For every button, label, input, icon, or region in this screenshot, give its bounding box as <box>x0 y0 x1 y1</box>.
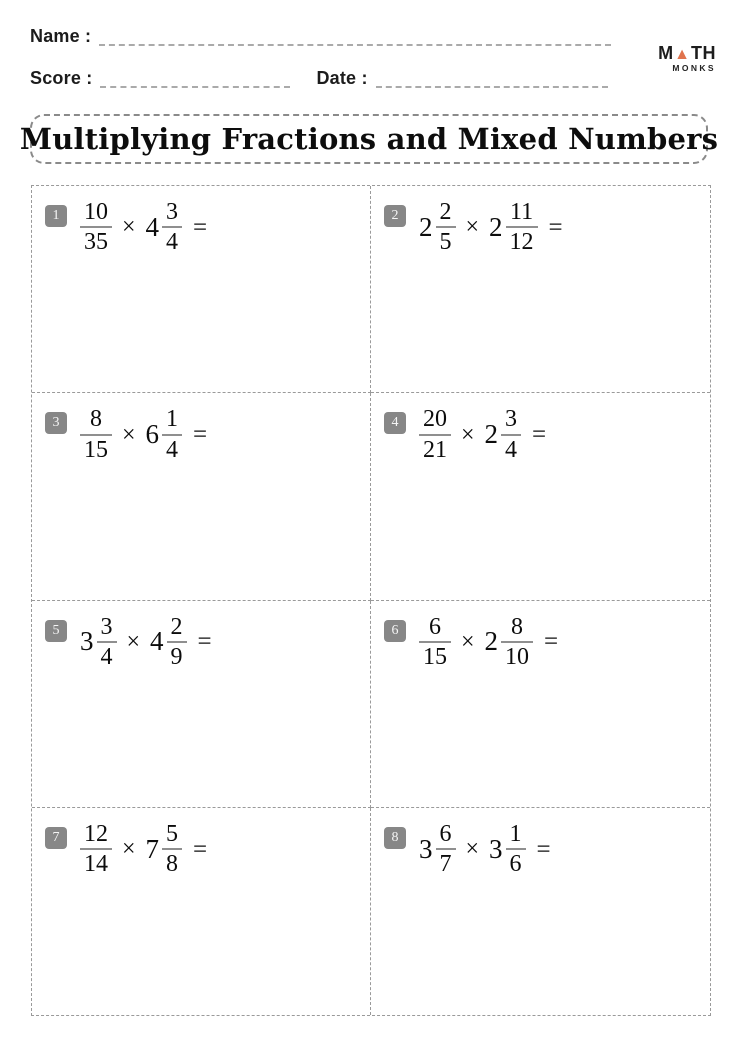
fraction-bar <box>419 434 451 436</box>
fraction-denominator: 7 <box>439 851 452 878</box>
mixed-whole: 6 <box>145 419 160 450</box>
fraction-bar <box>436 226 456 228</box>
multiply-sign: × <box>461 421 475 448</box>
logo-subtext: MONKS <box>672 63 716 73</box>
multiply-sign: × <box>122 836 136 863</box>
problem-expression <box>80 615 212 670</box>
mixed-whole: 2 <box>484 626 499 657</box>
mixed-whole: 7 <box>145 833 160 864</box>
fraction-denominator: 5 <box>439 229 452 256</box>
logo-triangle-icon: ▲ <box>674 46 691 63</box>
fraction-numerator: 10 <box>84 199 108 225</box>
problem-cell-8 <box>371 808 710 1015</box>
fraction-bar <box>80 226 112 228</box>
mixed-whole: 3 <box>419 833 433 864</box>
fraction-denominator: 4 <box>166 229 179 256</box>
fraction-bar <box>97 641 117 643</box>
fraction-bar <box>501 641 533 643</box>
fraction-numerator: 6 <box>429 613 441 640</box>
fraction <box>506 200 538 255</box>
problem-number-badge: 4 <box>384 412 406 434</box>
problem-expression <box>419 615 558 670</box>
fraction-numerator: 12 <box>84 820 108 847</box>
fraction-bar <box>80 848 112 850</box>
fraction <box>436 200 456 255</box>
problem-number-badge: 5 <box>45 620 67 642</box>
worksheet-title-box <box>19 114 719 164</box>
equals-sign: = <box>193 421 208 449</box>
fraction <box>162 407 182 462</box>
page-title: Multiplying Fractions and Mixed Numbers <box>19 122 719 156</box>
equals-sign: = <box>193 835 208 863</box>
problem-cell-5 <box>32 601 371 808</box>
fraction-denominator: 35 <box>84 229 108 256</box>
equals-sign: = <box>193 213 208 241</box>
fraction-bar <box>162 434 182 436</box>
logo-letter-m: M <box>658 43 674 63</box>
fraction-numerator: 2 <box>439 199 452 225</box>
fraction <box>419 407 451 462</box>
fraction-denominator: 6 <box>509 851 522 878</box>
fraction <box>97 615 117 670</box>
fraction-numerator: 3 <box>505 406 518 433</box>
fraction-numerator: 1 <box>166 406 179 433</box>
name-write-line <box>99 40 611 46</box>
fraction-denominator: 21 <box>423 436 447 463</box>
fraction-bar <box>506 226 538 228</box>
fraction-numerator: 8 <box>90 406 102 433</box>
fraction <box>167 615 187 670</box>
multiply-sign: × <box>126 628 141 655</box>
multiply-sign: × <box>461 628 475 655</box>
fraction <box>501 407 521 462</box>
fraction-bar <box>80 434 112 436</box>
logo-wordmark <box>658 44 716 63</box>
fraction-denominator: 15 <box>423 643 447 670</box>
mixed-whole: 4 <box>145 211 160 242</box>
problem-expression <box>80 822 207 877</box>
fraction-numerator: 2 <box>170 613 183 640</box>
mixed-whole: 2 <box>489 211 503 242</box>
problem-number-badge: 2 <box>384 205 406 227</box>
mixed-whole: 3 <box>80 626 94 657</box>
mixed-whole: 4 <box>150 626 164 657</box>
equals-sign: = <box>532 421 547 449</box>
fraction <box>419 615 451 670</box>
fraction-numerator: 3 <box>166 199 179 225</box>
equals-sign: = <box>536 835 551 863</box>
fraction-denominator: 15 <box>84 436 108 463</box>
fraction-denominator: 10 <box>505 643 530 670</box>
date-label: Date : <box>316 68 368 88</box>
fraction <box>162 822 182 877</box>
fraction <box>436 822 456 877</box>
fraction-bar <box>501 434 521 436</box>
score-date-row <box>30 68 608 89</box>
multiply-sign: × <box>122 214 136 241</box>
fraction-numerator: 1 <box>509 820 522 847</box>
equals-sign: = <box>197 628 212 656</box>
fraction-bar <box>162 848 182 850</box>
problems-grid <box>31 185 711 1016</box>
problem-cell-2 <box>371 186 710 393</box>
mixed-whole: 3 <box>489 833 503 864</box>
fraction <box>80 200 112 255</box>
fraction-denominator: 14 <box>84 851 108 878</box>
problem-expression <box>419 407 546 462</box>
fraction-denominator: 4 <box>166 436 179 463</box>
equals-sign: = <box>548 213 563 241</box>
fraction-denominator: 9 <box>170 643 183 670</box>
problem-expression <box>80 200 207 255</box>
fraction-numerator: 8 <box>511 613 524 640</box>
problem-cell-3 <box>32 393 371 600</box>
problem-cell-4 <box>371 393 710 600</box>
problem-number-badge: 1 <box>45 205 67 227</box>
fraction-numerator: 5 <box>166 820 179 847</box>
fraction-numerator: 3 <box>100 613 113 640</box>
fraction-numerator: 20 <box>423 406 447 433</box>
fraction <box>80 407 112 462</box>
fraction-denominator: 8 <box>166 851 179 878</box>
fraction <box>501 615 533 670</box>
fraction-denominator: 4 <box>505 436 518 463</box>
fraction-bar <box>162 226 182 228</box>
fraction-bar <box>436 848 456 850</box>
fraction-bar <box>167 641 187 643</box>
problem-number-badge: 6 <box>384 620 406 642</box>
name-field-row <box>30 26 611 47</box>
multiply-sign: × <box>465 214 480 241</box>
math-monks-logo <box>658 44 716 73</box>
fraction-numerator: 11 <box>509 199 534 225</box>
fraction <box>506 822 526 877</box>
name-label: Name : <box>30 26 92 46</box>
date-write-line <box>376 82 608 88</box>
problem-cell-7 <box>32 808 371 1015</box>
fraction-denominator: 12 <box>509 229 534 256</box>
problem-expression <box>419 822 551 877</box>
problem-expression <box>419 200 563 255</box>
fraction-numerator: 6 <box>439 820 452 847</box>
problem-number-badge: 8 <box>384 827 406 849</box>
fraction <box>162 200 182 255</box>
mixed-whole: 2 <box>419 211 433 242</box>
mixed-whole: 2 <box>484 419 499 450</box>
problem-number-badge: 3 <box>45 412 67 434</box>
fraction-bar <box>419 641 451 643</box>
problem-cell-1 <box>32 186 371 393</box>
fraction-bar <box>506 848 526 850</box>
score-write-line <box>100 82 290 88</box>
multiply-sign: × <box>122 421 136 448</box>
problem-number-badge: 7 <box>45 827 67 849</box>
score-label: Score : <box>30 68 93 88</box>
problem-cell-6 <box>371 601 710 808</box>
fraction <box>80 822 112 877</box>
logo-letters-th: TH <box>691 43 716 63</box>
multiply-sign: × <box>465 836 480 863</box>
fraction-denominator: 4 <box>100 643 113 670</box>
equals-sign: = <box>544 628 559 656</box>
problem-expression <box>80 407 207 462</box>
